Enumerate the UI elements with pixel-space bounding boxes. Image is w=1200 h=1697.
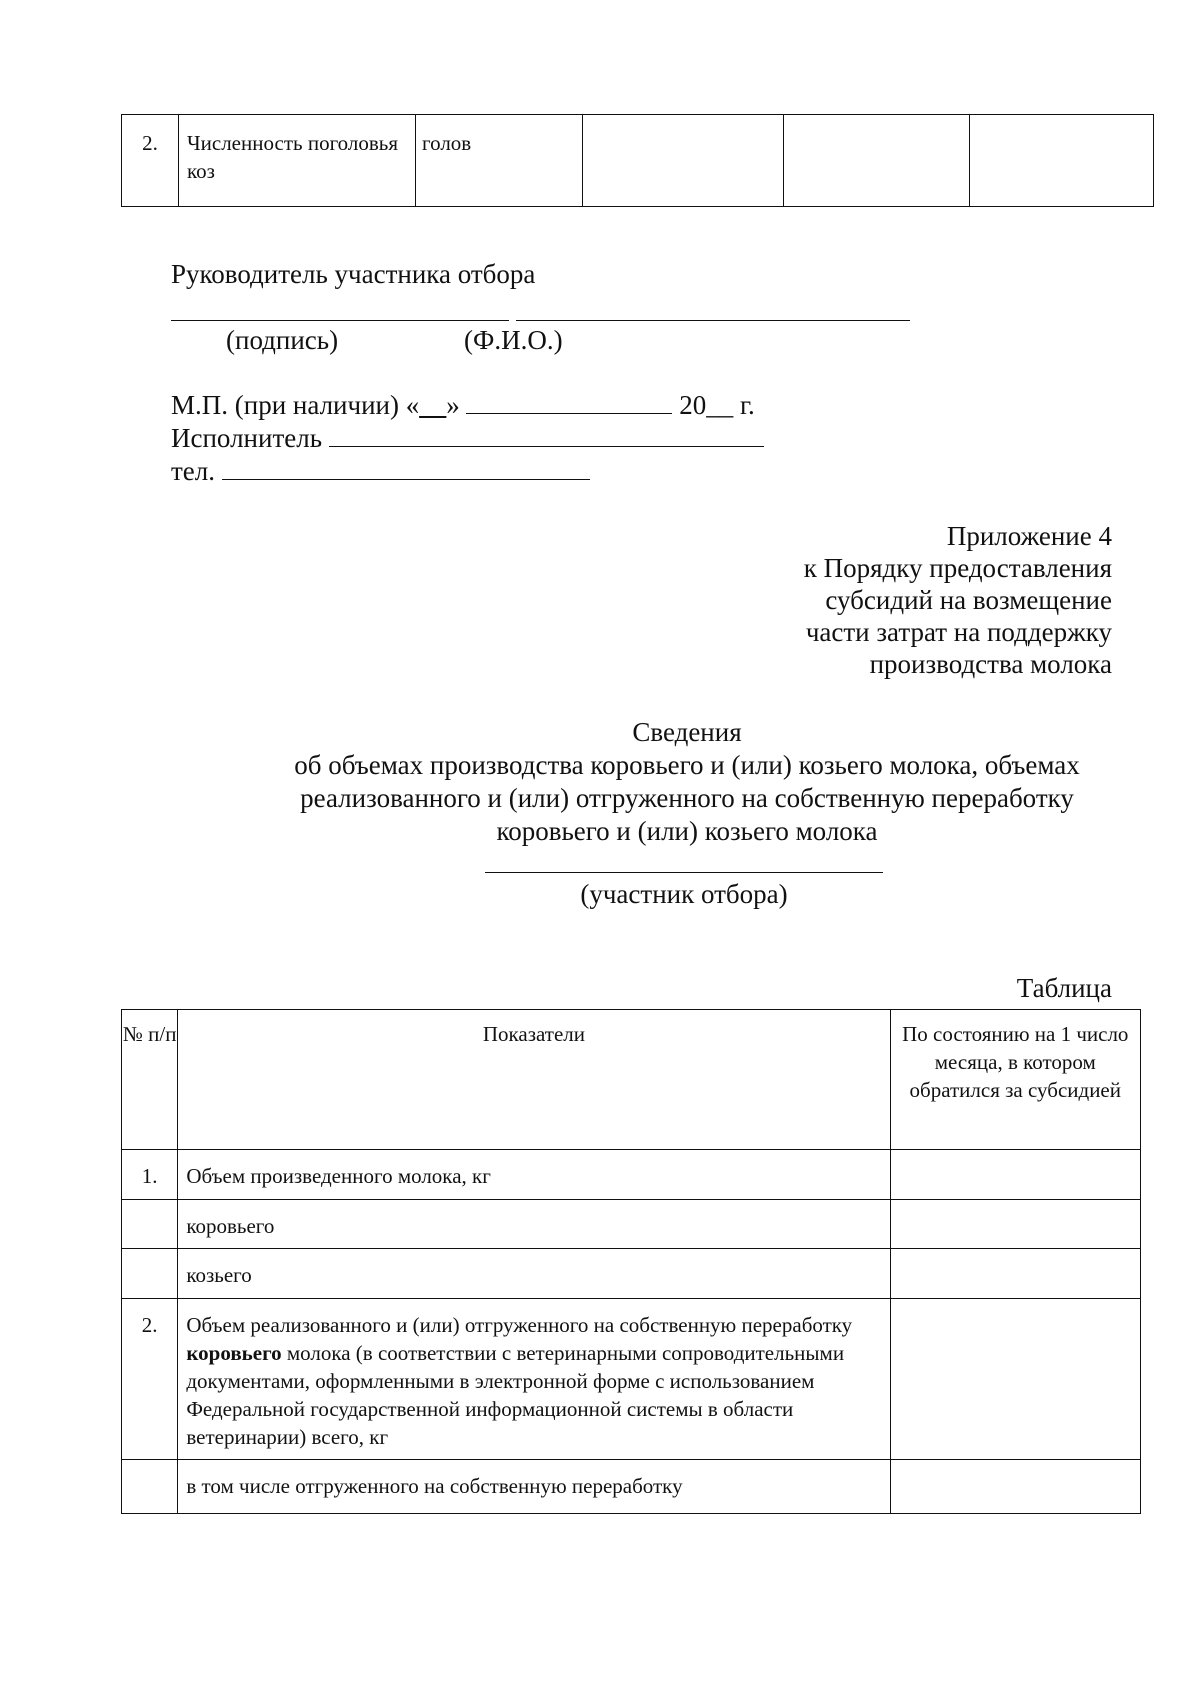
tel-blank [222, 457, 590, 480]
stamp-label: М.П. (при наличии) « [171, 390, 420, 420]
value-cell [890, 1150, 1140, 1200]
document-heading [172, 716, 1200, 848]
row-indicator [178, 1299, 890, 1460]
tel-label: тел. [171, 456, 222, 486]
heading-line: реализованного и (или) отгруженного на собственную переработку [300, 783, 1074, 813]
row-indicator: Объем произведенного молока, кг [178, 1150, 890, 1200]
signature-line [171, 320, 509, 321]
table-row [122, 1460, 1141, 1514]
row-indicator: Численность поголовья коз [179, 115, 416, 207]
day-blank: __ [419, 390, 447, 420]
table-caption: Таблица [1016, 973, 1112, 1003]
heading-line: об объемах производства коровьего и (или) козьего молока, объемах [294, 750, 1080, 780]
tel-line [171, 455, 590, 488]
indicators-table [121, 1009, 1141, 1514]
head-label: Руководитель участника отбора [171, 259, 536, 289]
header-value: По состоянию на 1 число месяца, в котором обратился за субсидией [890, 1010, 1140, 1150]
appendix-line: к Порядку предоставления [803, 553, 1112, 583]
indicator-emphasis: коровьего [186, 1341, 282, 1365]
value-cell [890, 1460, 1140, 1514]
row-number: 1. [122, 1150, 178, 1200]
empty-cell [583, 115, 784, 207]
row-number [122, 1249, 178, 1299]
executor-blank [329, 424, 764, 447]
value-cell [890, 1200, 1140, 1249]
participant-line [485, 872, 883, 873]
appendix-line: Приложение 4 [946, 521, 1112, 551]
appendix-line: части затрат на поддержку [805, 617, 1112, 647]
header-indicators: Показатели [178, 1010, 890, 1150]
participant-caption: (участник отбора) [580, 879, 788, 909]
row-number [122, 1200, 178, 1249]
executor-line [171, 422, 764, 455]
executor-label: Исполнитель [171, 423, 329, 453]
fio-line [516, 320, 910, 321]
appendix-line: субсидий на возмещение [825, 585, 1112, 615]
header-number: № п/п [122, 1010, 178, 1150]
top-table [121, 114, 1154, 207]
row-indicator: в том числе отгруженного на собственную переработку [178, 1460, 890, 1514]
row-number [122, 1460, 178, 1514]
table-row [122, 115, 1154, 207]
year-prefix: 20 [672, 390, 707, 420]
quote-close: » [446, 390, 467, 420]
table-row [122, 1249, 1141, 1299]
fio-caption: (Ф.И.О.) [464, 325, 563, 355]
row-unit: голов [416, 115, 583, 207]
heading-line: коровьего и (или) козьего молока [496, 816, 878, 846]
table-row [122, 1150, 1141, 1200]
appendix-block [804, 520, 1112, 680]
value-cell [890, 1299, 1140, 1460]
indicator-text: Объем реализованного и (или) отгруженного на собственную переработку [186, 1313, 853, 1337]
table-row [122, 1200, 1141, 1249]
table-header-row [122, 1010, 1141, 1150]
value-cell [890, 1249, 1140, 1299]
indicator-text: молока (в соответствии с ветеринарными сопроводительными документами, оформленными в электронной форме с использованием Федеральной государственной информационной системы в области ветеринарии) всего, кг [186, 1341, 845, 1449]
row-indicator: коровьего [178, 1200, 890, 1249]
year-suffix: __ г. [706, 390, 755, 420]
heading-title: Сведения [632, 717, 742, 747]
table-row [122, 1299, 1141, 1460]
empty-cell [970, 115, 1154, 207]
signature-caption: (подпись) [226, 325, 339, 355]
stamp-date-line [171, 389, 755, 422]
month-blank [466, 391, 672, 414]
row-number: 2. [122, 1299, 178, 1460]
row-indicator: козьего [178, 1249, 890, 1299]
appendix-line: производства молока [869, 649, 1112, 679]
row-number: 2. [122, 115, 179, 207]
empty-cell [784, 115, 970, 207]
